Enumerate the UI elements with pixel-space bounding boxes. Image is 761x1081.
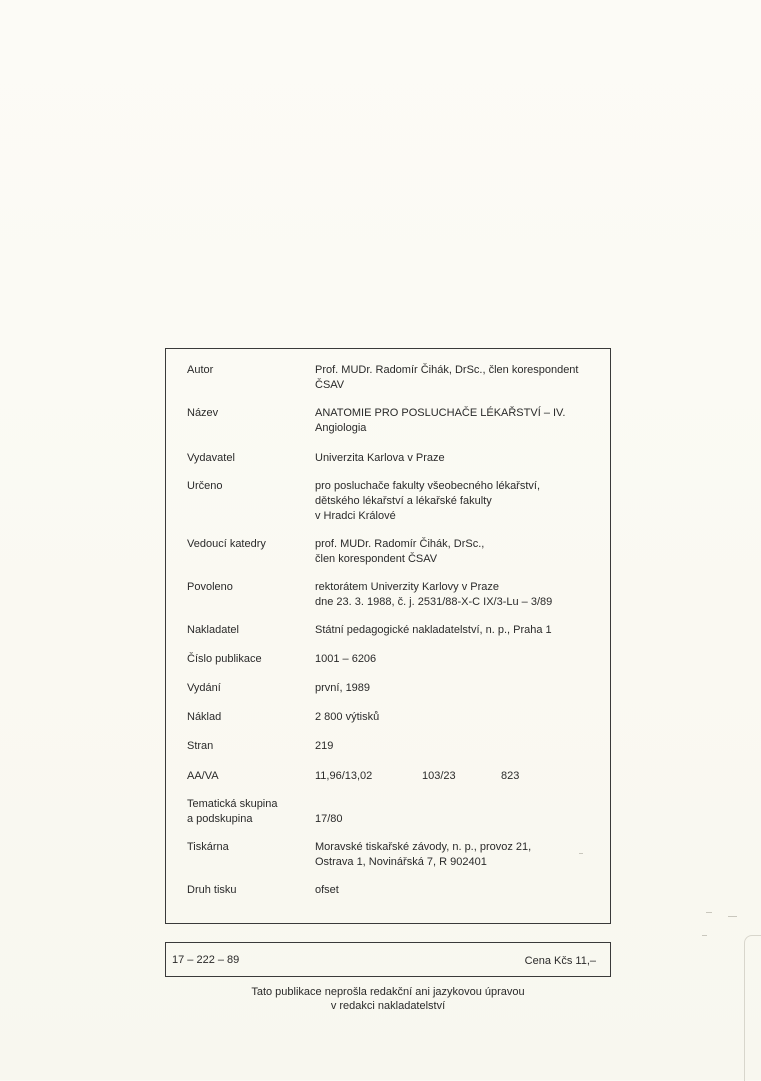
page-edge-mark (744, 935, 761, 1081)
imprint-publisher-label: Nakladatel (187, 624, 239, 636)
thematic-group-line: 17/80 (315, 813, 343, 825)
print-type-label-line: Druh tisku (187, 884, 237, 896)
thematic-group-label (187, 797, 312, 827)
title-label: Název (187, 407, 219, 419)
intended-for-line: v Hradci Králové (315, 510, 396, 522)
title-value (315, 406, 605, 436)
imprint-box (165, 348, 611, 924)
title-line: Angiologia (315, 422, 367, 434)
edition-line: první, 1989 (315, 682, 371, 694)
print-run-value (315, 710, 605, 725)
editorial-note (165, 985, 611, 1013)
paper-speck (728, 916, 737, 917)
imprint-publisher-line: Státní pedagogické nakladatelství, n. p., Praha 1 (315, 624, 552, 636)
paper-speck (702, 935, 707, 936)
editorial-note-line: Tato publikace neprošla redakční ani jazykovou úpravou (251, 986, 525, 998)
publication-number-label: Číslo publikace (187, 653, 262, 665)
printer-label-line: Tiskárna (187, 841, 229, 853)
publication-number-line: 1001 – 6206 (315, 653, 377, 665)
editorial-note-line: v redakci nakladatelství (330, 1000, 446, 1012)
title-line: ANATOMIE PRO POSLUCHAČE LÉKAŘSTVÍ – IV. (315, 407, 566, 419)
pages-value (315, 739, 605, 754)
head-of-department-label: Vedoucí katedry (187, 538, 266, 550)
approved-label: Povoleno (187, 581, 233, 593)
head-of-department-line: prof. MUDr. Radomír Čihák, DrSc., (315, 538, 485, 550)
printer-line: Moravské tiskařské závody, n. p., provoz 21, (315, 841, 532, 853)
pages-label: Stran (187, 740, 214, 752)
print-run-line: 2 800 výtisků (315, 711, 380, 723)
paper-speck (706, 912, 712, 913)
author-value (315, 363, 605, 393)
author-label: Autor (187, 364, 214, 376)
thematic-group-label-line: Tematická skupina (187, 798, 278, 810)
author-line: ČSAV (315, 379, 345, 391)
publisher-label: Vydavatel (187, 452, 235, 464)
thematic-group-value (315, 812, 605, 827)
approved-value (315, 580, 605, 610)
head-of-department-line: člen korespondent ČSAV (315, 553, 438, 565)
intended-for-label: Určeno (187, 480, 223, 492)
print-type-label (187, 883, 312, 898)
footer-box (165, 942, 611, 977)
price: Cena Kčs 11,– (524, 955, 596, 967)
print-type-value (315, 883, 605, 898)
aava-value-3: 823 (501, 770, 520, 782)
approved-line: rektorátem Univerzity Karlovy v Praze (315, 581, 499, 593)
edition-value (315, 681, 605, 696)
intended-for-line: dětského lékařství a lékařské fakulty (315, 495, 492, 507)
aava-value-2: 103/23 (422, 770, 456, 782)
author-line: Prof. MUDr. Radomír Čihák, DrSc., člen korespondent (315, 364, 579, 376)
thematic-group-label-line: a podskupina (187, 813, 253, 825)
intended-for-line: pro posluchače fakulty všeobecného lékařství, (315, 480, 541, 492)
publisher-line: Univerzita Karlova v Praze (315, 452, 445, 464)
aava-label: AA/VA (187, 770, 219, 782)
paper-speck (579, 853, 583, 854)
printer-line: Ostrava 1, Novinářská 7, R 902401 (315, 856, 487, 868)
publication-number-value (315, 652, 605, 667)
approved-line: dne 23. 3. 1988, č. j. 2531/88-X-C IX/3-Lu – 3/89 (315, 596, 553, 608)
imprint-publisher-value (315, 623, 605, 638)
publisher-value (315, 451, 605, 466)
publication-code: 17 – 222 – 89 (172, 954, 240, 966)
printer-label (187, 840, 312, 855)
aava-value-1: 11,96/13,02 (315, 770, 373, 782)
intended-for-value (315, 479, 605, 524)
print-run-label: Náklad (187, 711, 222, 723)
edition-label: Vydání (187, 682, 221, 694)
pages-line: 219 (315, 740, 334, 752)
print-type-line: ofset (315, 884, 339, 896)
printer-value (315, 840, 605, 870)
head-of-department-value (315, 537, 605, 567)
